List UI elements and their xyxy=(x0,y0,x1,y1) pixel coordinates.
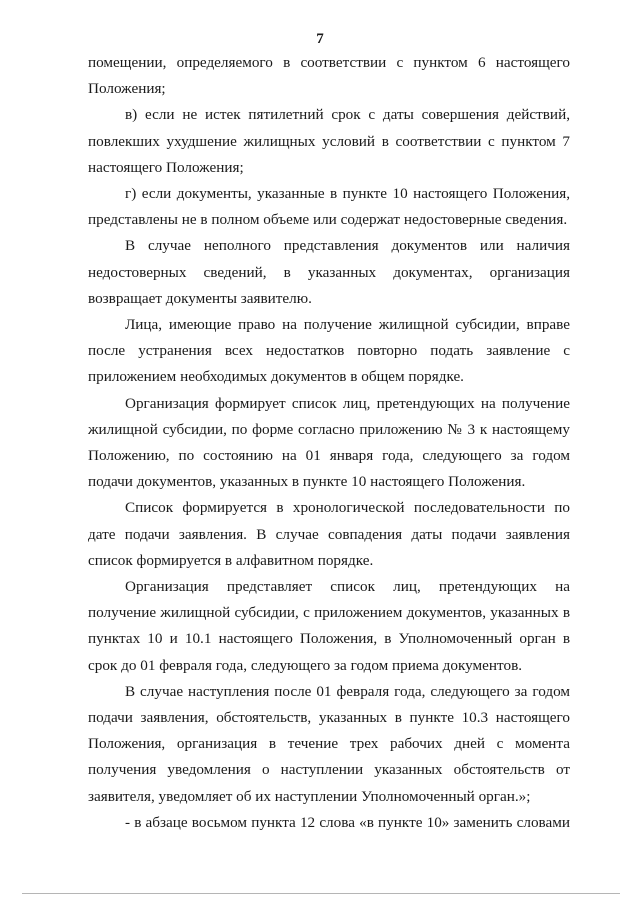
paragraph-circumstances: В случае наступления после 01 февраля года, следующего за годом подачи заявления, обстоятельств, указанных в пункте 10.3 настоящего Положения, организация в течение трех рабочих дней с момента получения уведомления о наступлении указанных обстоятельств от заявителя, уведомляет об их наступлении Уполномоченный орган.»; xyxy=(88,682,570,805)
page-number: 7 xyxy=(316,31,324,47)
paragraph-item-g: г) если документы, указанные в пункте 10 настоящего Положения, представлены не в полном объеме или содержат недостоверные сведения. xyxy=(88,185,570,229)
paragraph-list-formation: Организация формирует список лиц, претендующих на получение жилищной субсидии, по форме согласно приложению № 3 к настоящему Положению, по состоянию на 01 января года, следующего за годом подачи документов, указанных в пункте 10 настоящего Положения. xyxy=(88,394,570,491)
paragraph-item-v: в) если не истек пятилетний срок с даты совершения действий, повлекших ухудшение жилищных условий в соответствии с пунктом 7 настоящего Положения; xyxy=(88,106,570,176)
paragraph-list-submission: Организация представляет список лиц, претендующих на получение жилищной субсидии, с приложением документов, указанных в пунктах 10 и 10.1 настоящего Положения, в Уполномоченный орган в срок до 01 февраля года, следующего за годом приема документов. xyxy=(88,578,570,674)
bottom-edge-line xyxy=(22,893,620,894)
paragraph-chronological-order: Список формируется в хронологической последовательности по дате подачи заявления. В случае совпадения даты подачи заявления список формируется в алфавитном порядке. xyxy=(88,499,570,569)
paragraph-amendment: - в абзаце восьмом пункта 12 слова «в пункте 10» заменить словами xyxy=(125,813,570,831)
paragraph-continuation: помещении, определяемого в соответствии с пунктом 6 настоящего Положения; xyxy=(88,54,570,98)
paragraph-resubmission: Лица, имеющие право на получение жилищной субсидии, вправе после устранения всех недостатков повторно подать заявление с приложением необходимых документов в общем порядке. xyxy=(88,316,570,386)
document-body xyxy=(88,50,570,836)
paragraph-incomplete-docs: В случае неполного представления документов или наличия недостоверных сведений, в указанных документах, организация возвращает документы заявителю. xyxy=(88,237,570,307)
